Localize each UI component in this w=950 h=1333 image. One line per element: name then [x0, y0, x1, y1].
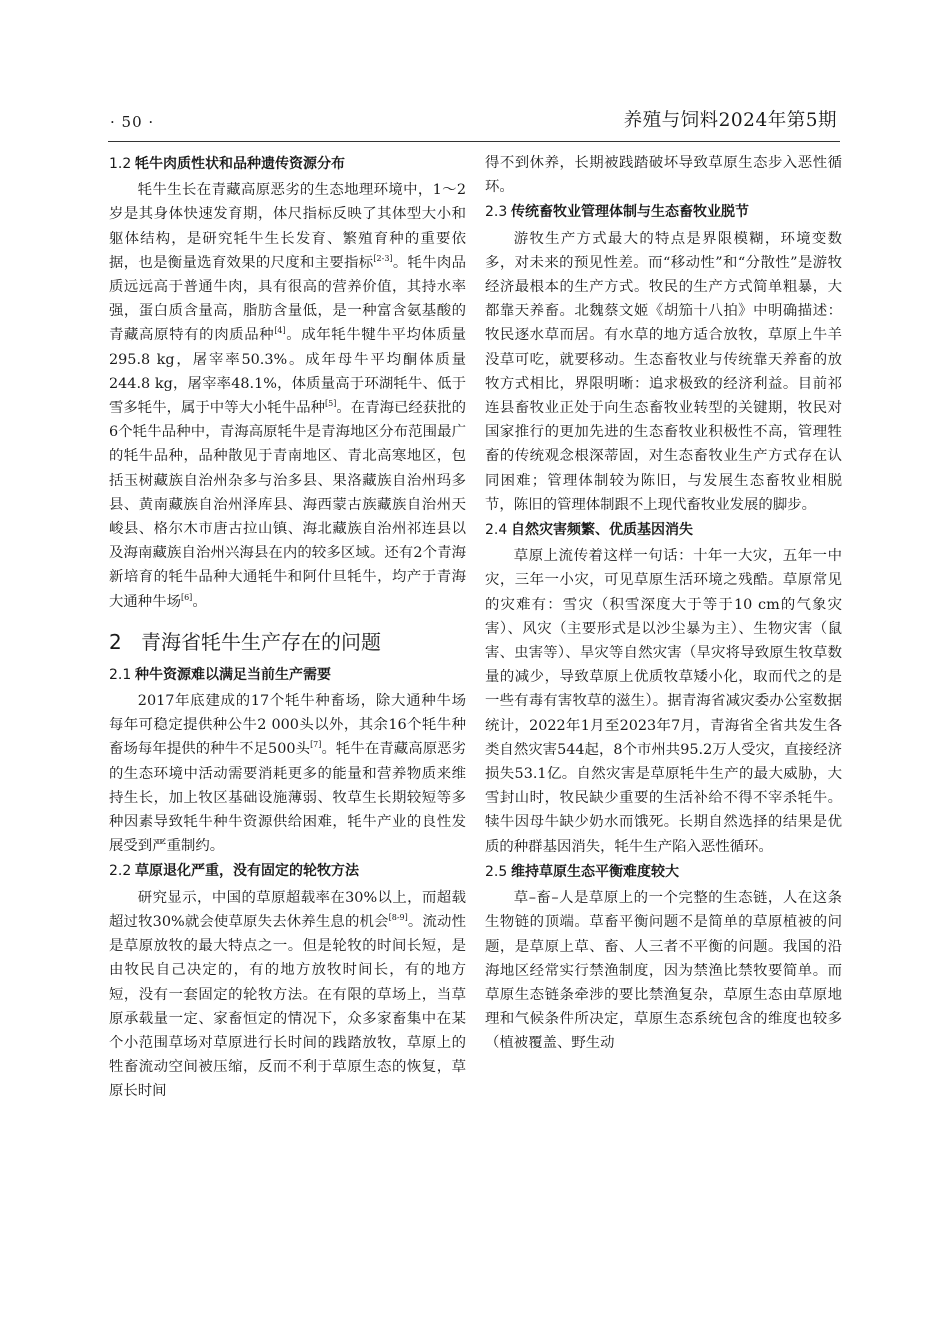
section-title: 青海省牦牛生产存在的问题: [141, 629, 381, 654]
section-title: 种牛资源难以满足当前生产需要: [135, 666, 331, 683]
paragraph: 游牧生产方式最大的特点是界限模糊，环境变数多，对未来的预见性差。而“移动性”和“分散性”是游牧经济最根本的生产方式。牧民的生产方式简单粗暴，大都靠天养畜。北魏蔡文姬《胡笳十八拍》中明确描述：牧民逐水草而居。有水草的地方适合放牧，草原上牛羊没草可吃，就要移动。生态畜牧业与传统靠天养畜的放牧方式相比，界限明晰：追求极致的经济利益。目前祁连县畜牧业正处于向生态畜牧业转型的关键期，牧民对国家推行的更加先进的生态畜牧业积极性不高，管理牲畜的传统观念根深蒂固，对生态畜牧业生产方式存在认同困难；管理体制较为陈旧，与发展生态畜牧业相脱节，陈旧的管理体制跟不上现代畜牧业发展的脚步。: [485, 230, 842, 513]
text: 。牦牛肉品质远远高于普通牛肉，具有很高的营养价值，其持水率强，蛋白质含量高，脂肪含量低，是一种富含氨基酸的青藏高原特有的肉质品种: [109, 254, 466, 344]
section-2-4-heading: [485, 518, 842, 542]
paragraph-continued: 得不到休养，长期被践踏破坏导致草原生态步入恶性循环。: [485, 155, 842, 196]
section-2-2-heading: [109, 859, 466, 883]
paragraph: [109, 178, 466, 614]
page-number: · 50 ·: [110, 113, 155, 131]
section-number: 2.4: [485, 522, 508, 539]
text: 。流动性是草原放牧的最大特点之一。但是轮牧的时间长短，是由牧民自己决定的，有的地方放牧时间长，有的地方短，没有一套固定的轮牧方法。在有限的草场上，当草原承载量一定、家畜恒定的情况下，众多家畜集中在某个小范围草场对草原进行长时间的践踏放牧，草原上的牲畜流动空间被压缩，反而不利于草原生态的恢复，草原长时间: [109, 913, 466, 1100]
paragraph: [109, 886, 466, 1104]
section-2-1-heading: [109, 663, 466, 687]
citation: [8-9]: [388, 913, 408, 923]
left-column: [109, 151, 466, 1104]
paragraph: [109, 689, 466, 858]
section-title: 自然灾害频繁、优质基因消失: [511, 522, 693, 539]
right-column: [485, 151, 842, 1056]
text: 2017年底建成的17个牦牛种畜场，除大通种牛场每年可稳定提供种公牛2 000头以外，其余16个牦牛种畜场每年提供的种牛不足500头: [109, 693, 466, 758]
header-rule: [108, 141, 840, 142]
section-number: 2.5: [485, 863, 508, 880]
section-number: 2.3: [485, 204, 508, 221]
citation: [4]: [274, 326, 286, 336]
citation: [5]: [325, 399, 337, 409]
section-2-3-heading: [485, 200, 842, 224]
section-1-2-heading: [109, 152, 466, 176]
section-number: 1.2: [109, 156, 132, 172]
paragraph: 草原上流传着这样一句话：十年一大灾，五年一中灾，三年一小灾，可见草原生活环境之残酷。草原常见的灾难有：雪灾（积雪深度大于等于10 cm的气象灾害）、风灾（主要形式是以沙尘暴为主）、生物灾害（鼠害、虫害等）、旱灾等自然灾害（旱灾将导致原生牧草数量的减少，导致草原上优质牧草矮小化，取而代之的是一些有毒有害牧草的滋生）。据青海省减灾委办公室数据统计，2022年1月至2023年7月，青海省全省共发生各类自然灾害544起，8个市州共95.2万人受灾，直接经济损失53.1亿。自然灾害是草原牦牛生产的最大威胁，大雪封山时，牧民缺少重要的生活补给不得不宰杀牦牛。犊牛因母牛缺少奶水而饿死。长期自然选择的结果是优质的种群基因消失，牦牛生产陷入恶性循环。: [485, 548, 842, 855]
journal-title: 养殖与饲料2024年第5期: [623, 110, 837, 131]
section-title: 维持草原生态平衡难度较大: [511, 863, 679, 880]
text: 。成年牦牛犍牛平均体质量295.8 kg，屠宰率50.3%。成年母牛平均酮体质量244.8 kg，屠宰率48.1%，体质量高于环湖牦牛、低于雪多牦牛，属于中等大小牦牛品种: [109, 327, 466, 417]
section-title: 草原退化严重，没有固定的轮牧方法: [135, 863, 359, 880]
text: 。在青海已经获批的6个牦牛品种中，青海高原牦牛是青海地区分布范围最广的牦牛品种，品种散见于青南地区、青北高寒地区，包括玉树藏族自治州杂多与治多县、果洛藏族自治州玛多县、黄南藏族自治州泽库县、海西蒙古族藏族自治州天峻县、格尔木市唐古拉山镇、海北藏族自治州祁连县以及海南藏族自治州兴海县在内的较多区域。还有2个青海新培育的牦牛品种大通牦牛和阿什旦牦牛，均产于青海大通种牛场: [109, 400, 466, 610]
citation: [7]: [310, 740, 322, 750]
citation: [2-3]: [373, 254, 393, 264]
section-number: 2: [109, 629, 122, 654]
section-2-heading: [109, 628, 466, 656]
text: 。: [192, 593, 207, 610]
section-2-5-heading: [485, 860, 842, 884]
text: 。牦牛在青藏高原恶劣的生态环境中活动需要消耗更多的能量和营养物质来维持生长，加上牧区基础设施薄弱、牧草生长期较短等多种因素导致牦牛种牛资源供给困难，牦牛产业的良性发展受到严重制约。: [109, 741, 466, 855]
section-title: 传统畜牧业管理体制与生态畜牧业脱节: [511, 204, 749, 221]
citation: [6]: [180, 592, 193, 602]
section-number: 2.2: [109, 863, 132, 880]
paragraph: 草–畜–人是草原上的一个完整的生态链，人在这条生物链的顶端。草畜平衡问题不是简单的草原植被的问题，是草原上草、畜、人三者不平衡的问题。我国的沿海地区经常实行禁渔制度，因为禁渔比禁牧要简单。而草原生态链条牵涉的要比禁渔复杂，草原生态由草原地理和气候条件所决定，草原生态系统包含的维度也较多（植被覆盖、野生动: [485, 890, 842, 1052]
section-title: 牦牛肉质性状和品种遗传资源分布: [135, 156, 345, 172]
text: 研究显示，中国的草原超载率在30%以上，而超载超过牧30%就会使草原失去休养生息的机会: [109, 889, 466, 930]
section-number: 2.1: [109, 666, 132, 683]
text: 牦牛生长在青藏高原恶劣的生态地理环境中，1～2岁是其身体快速发育期，体尺指标反映了其体型大小和躯体结构，是研究牦牛生长发育、繁殖育种的重要依据，也是衡量选育效果的尺度和主要指标: [109, 182, 466, 271]
